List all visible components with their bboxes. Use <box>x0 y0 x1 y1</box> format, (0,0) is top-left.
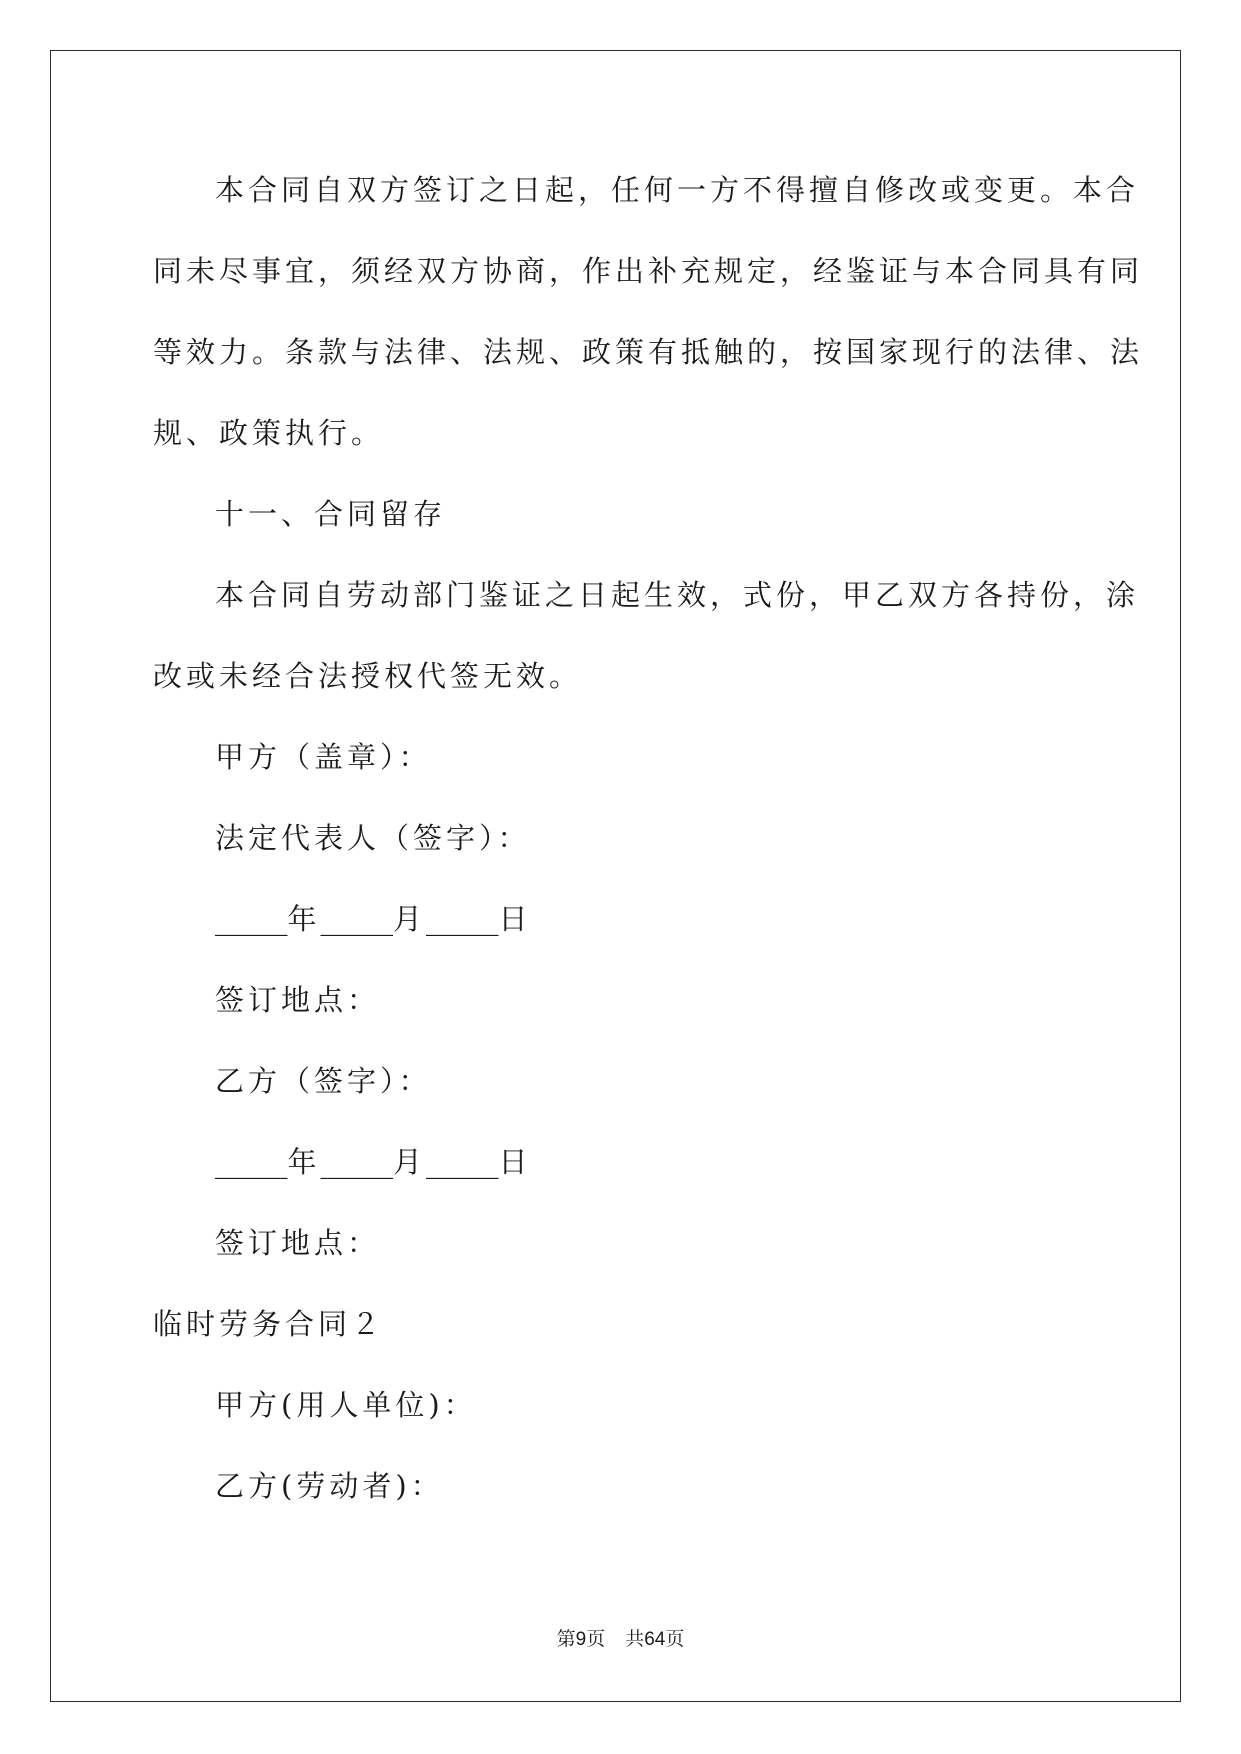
month-blank: _____ <box>320 902 394 936</box>
section-heading: 十一、合同留存 <box>215 497 447 531</box>
total-prefix: 共 <box>625 1628 645 1650</box>
page-number: 9 <box>575 1629 587 1650</box>
contract-title: 临时劳务合同２ <box>153 1307 385 1341</box>
legal-representative-label: 法定代表人（签字）： <box>215 821 531 855</box>
month-label: 月 <box>393 1145 427 1179</box>
paragraph-line: 本合同自劳动部门鉴证之日起生效，式份，甲乙双方各持份，涂 <box>215 578 1140 612</box>
month-label: 月 <box>393 902 427 936</box>
month-blank: _____ <box>320 1145 394 1179</box>
signing-place-label: 签订地点： <box>215 983 381 1017</box>
document-body <box>153 164 1144 1541</box>
paragraph-line: 本合同自双方签订之日起，任何一方不得擅自修改或变更。本合 <box>215 173 1140 207</box>
total-pages: 64 <box>644 1629 666 1650</box>
signing-place-label: 签订地点： <box>215 1226 381 1260</box>
paragraph-line: 同未尽事宜，须经双方协商，作出补充规定，经鉴证与本合同具有同 <box>153 254 1144 288</box>
page-suffix: 页 <box>586 1628 606 1650</box>
date-line <box>153 893 1088 974</box>
party-b-signature-label: 乙方（签字）： <box>215 1064 432 1098</box>
date-line <box>153 1136 1088 1217</box>
party-a-employer-label: 甲方(用人单位)： <box>215 1388 477 1422</box>
year-blank: _____ <box>215 1145 288 1179</box>
page-prefix: 第 <box>556 1628 576 1650</box>
paragraph-line: 规、政策执行。 <box>153 416 385 450</box>
party-a-seal-label: 甲方（盖章）： <box>215 740 432 774</box>
year-blank: _____ <box>215 902 288 936</box>
year-label: 年 <box>287 1145 321 1179</box>
day-label: 日 <box>498 902 532 936</box>
day-blank: _____ <box>426 902 499 936</box>
day-blank: _____ <box>426 1145 499 1179</box>
paragraph-line: 改或未经合法授权代签无效。 <box>153 659 583 693</box>
page-footer <box>0 1626 1241 1653</box>
day-label: 日 <box>498 1145 532 1179</box>
year-label: 年 <box>287 902 321 936</box>
total-suffix: 页 <box>665 1628 685 1650</box>
party-b-worker-label: 乙方(劳动者)： <box>215 1469 444 1503</box>
paragraph-line: 等效力。条款与法律、法规、政策有抵触的，按国家现行的法律、法 <box>153 335 1144 369</box>
